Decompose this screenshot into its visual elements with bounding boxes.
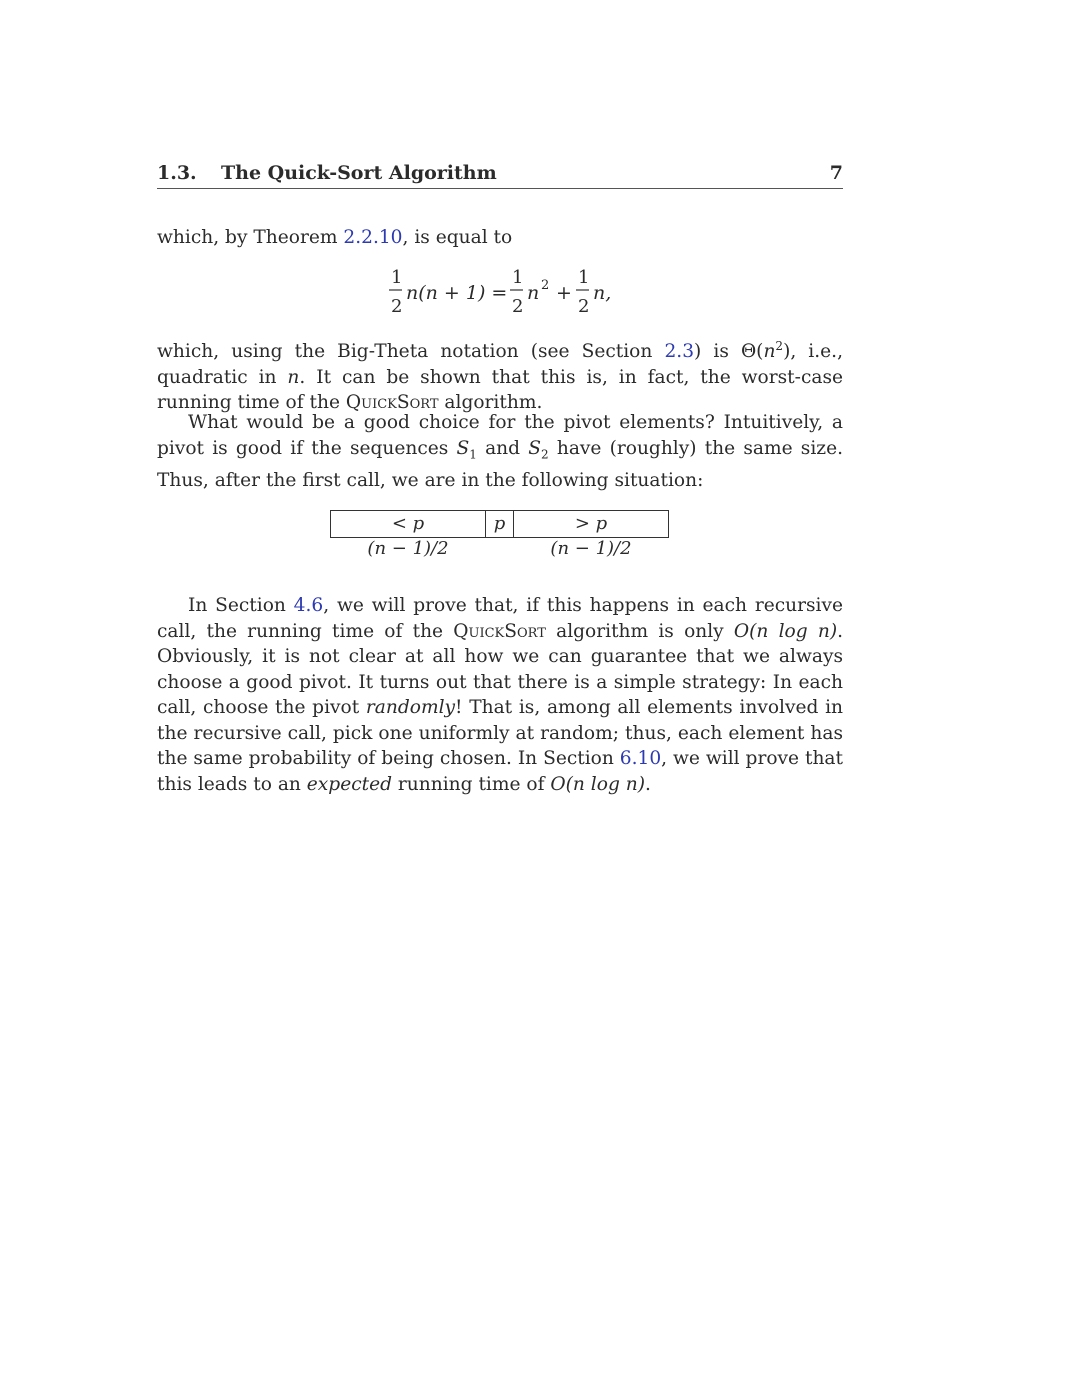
para4-text: algorithm is only [545,620,734,642]
math-n: n [287,366,300,388]
section-link-6-10[interactable]: 6.10 [619,748,662,769]
math-exponent: 2 [775,339,784,353]
quicksort-name: QuickSort [345,392,439,414]
frac2-numerator: 1 [512,267,524,288]
equation-plus: + [556,282,572,304]
para4-text: ! That is, among all elements involved in the recursive call, pick one uniformly at random; thus, each element has the same probability of being chosen. In Section [157,697,843,769]
para4-text: , we will prove that, if this happens in each recursive call, the running time of the [157,595,843,642]
paragraph-pivot-choice [157,410,843,493]
left-partition-size: (n − 1)/2 [367,538,449,559]
frac1-numerator: 1 [391,267,403,288]
para2-text: which, using the Big-Theta notation (see Section [157,341,665,363]
equation-n-linear: n, [593,282,612,304]
math-n: n [763,341,776,363]
equation-n-squared: n [527,282,540,304]
emphasis-expected: expected [306,773,392,795]
para4-text: running time of [392,773,551,795]
frac1-denominator: 2 [391,296,403,317]
section-link-2-3[interactable]: 2.3 [664,341,695,363]
para1-suffix: , is equal to [402,227,513,248]
para2-text: . It can be shown that this is, in fact, the worst-case running time of the [157,366,843,414]
frac3-numerator: 1 [578,267,590,288]
paragraph-theorem-ref [157,225,843,251]
equation-lhs: n(n + 1) = [406,282,508,304]
frac2-denominator: 2 [512,296,524,317]
section-link-4-6[interactable]: 4.6 [293,595,324,616]
para2-text: ), i.e., quadratic in [157,341,843,388]
para4-text: In Section [188,595,294,616]
para2-text: ) is Θ( [694,341,764,363]
page-number: 7 [829,162,843,184]
para4-text: . Obviously, it is not clear at all how we can guarantee that we always choose a good pivot. It turns out that there is a simple strategy: In each call, choose the pivot [157,620,844,718]
section-number: 1.3. [157,162,197,184]
para3-text: have (roughly) the same size. Thus, after the first call, we are in the following situation: [157,437,843,491]
para2-text: algorithm. [438,392,543,414]
left-partition-cell: < p [330,510,486,538]
equation-exponent: 2 [541,278,550,293]
para4-text: , we will prove that this leads to an [157,748,843,795]
para3-text: What would be a good choice for the pivot elements? Intuitively, a pivot is good if the sequences [157,412,843,459]
quicksort-name: QuickSort [453,620,546,642]
section-title: The Quick-Sort Algorithm [221,162,497,184]
para3-text: and [476,437,529,459]
math-s2: S [528,437,542,459]
theorem-link[interactable]: 2.2.10 [343,227,403,248]
math-subscript: 2 [541,447,549,462]
right-partition-cell: > p [513,510,669,538]
para4-text: . [645,773,651,795]
running-header [157,160,843,189]
paragraph-random-pivot [157,593,843,797]
frac3-denominator: 2 [578,296,590,317]
pivot-cell: p [485,510,514,538]
math-big-o: O(n log n) [550,773,645,795]
emphasis-randomly: randomly [365,697,456,718]
math-big-o: O(n log n) [733,620,838,642]
right-partition-size: (n − 1)/2 [550,538,632,559]
para1-prefix: which, by Theorem [157,227,344,248]
paragraph-big-theta [157,334,843,416]
math-subscript: 1 [469,447,477,462]
math-s1: S [456,437,470,459]
